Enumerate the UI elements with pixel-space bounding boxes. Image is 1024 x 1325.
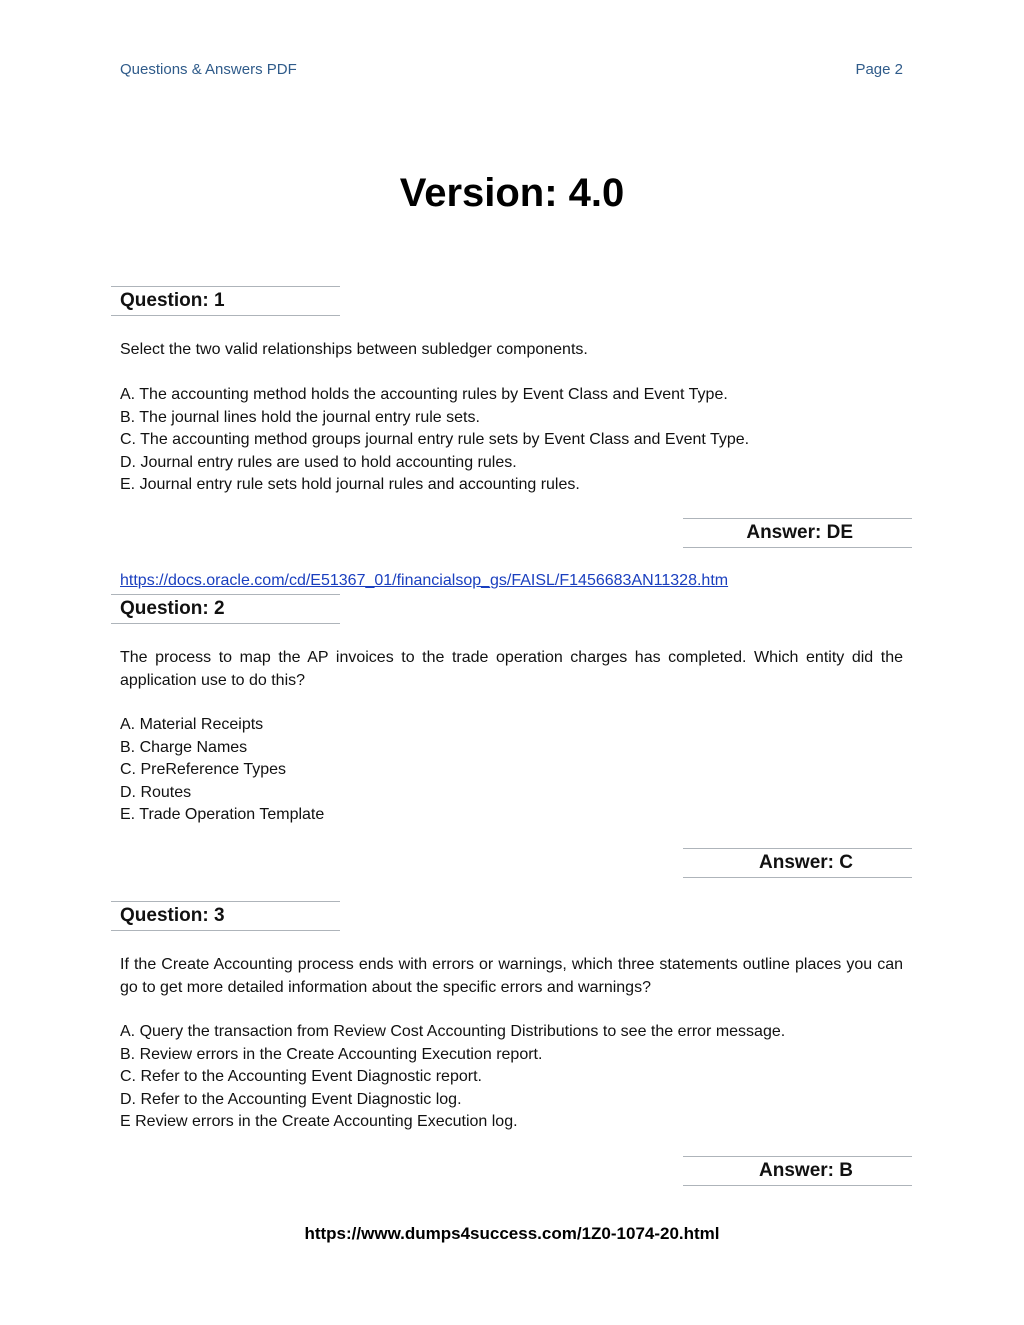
option: A. The accounting method holds the accounting rules by Event Class and Event Type. bbox=[120, 386, 728, 403]
option: C. Refer to the Accounting Event Diagnostic report. bbox=[120, 1068, 482, 1085]
option: A. Material Receipts bbox=[120, 716, 264, 733]
answer-3-label: Answer: B bbox=[759, 1160, 853, 1181]
option: D. Refer to the Accounting Event Diagnostic log. bbox=[120, 1090, 462, 1108]
header-title: Questions & Answers PDF bbox=[120, 61, 297, 78]
option: B. The journal lines hold the journal entry rule sets. bbox=[120, 408, 480, 426]
answer-2-box bbox=[683, 848, 912, 878]
version-title: Version: 4.0 bbox=[399, 171, 625, 215]
footer-url[interactable]: https://www.dumps4success.com/1Z0-1074-20.html bbox=[304, 1224, 720, 1243]
option: C. PreReference Types bbox=[120, 761, 287, 778]
option: D. Journal entry rules are used to hold accounting rules. bbox=[120, 453, 517, 471]
answer-1-box bbox=[683, 518, 912, 548]
question-3-options bbox=[120, 1021, 910, 1134]
question-2-options bbox=[120, 714, 910, 827]
answer-2-label: Answer: C bbox=[759, 852, 853, 873]
question-2-text: The process to map the AP invoices to the trade operation charges has completed. Which entity did the application use to do this? bbox=[120, 649, 903, 689]
question-1-text: Select the two valid relationships between subledger components. bbox=[120, 341, 588, 358]
question-3-text: If the Create Accounting process ends with errors or warnings, which three statements outline places you can go to get more detailed information about the specific errors and warnings? bbox=[120, 956, 903, 996]
answer-3-box bbox=[683, 1156, 912, 1186]
question-2-header bbox=[111, 594, 340, 624]
reference-link[interactable]: https://docs.oracle.com/cd/E51367_01/financialsop_gs/FAISL/F1456683AN11328.htm bbox=[120, 572, 729, 589]
question-3-label: Question: 3 bbox=[120, 905, 225, 926]
question-2-label: Question: 2 bbox=[120, 598, 225, 619]
question-1-header bbox=[111, 286, 340, 316]
option: A. Query the transaction from Review Cost Accounting Distributions to see the error message. bbox=[120, 1023, 786, 1040]
option: B. Review errors in the Create Accounting Execution report. bbox=[120, 1045, 543, 1063]
question-1-options bbox=[120, 384, 910, 497]
question-1-label: Question: 1 bbox=[120, 290, 225, 311]
page-number: Page 2 bbox=[855, 61, 903, 78]
option: E. Trade Operation Template bbox=[120, 806, 325, 823]
option: D. Routes bbox=[120, 783, 192, 801]
option: E Review errors in the Create Accounting Execution log. bbox=[120, 1113, 518, 1130]
option: E. Journal entry rule sets hold journal rules and accounting rules. bbox=[120, 476, 580, 493]
option: C. The accounting method groups journal entry rule sets by Event Class and Event Type. bbox=[120, 431, 750, 448]
question-3-header bbox=[111, 901, 340, 931]
answer-1-label: Answer: DE bbox=[746, 522, 853, 543]
option: B. Charge Names bbox=[120, 738, 248, 756]
